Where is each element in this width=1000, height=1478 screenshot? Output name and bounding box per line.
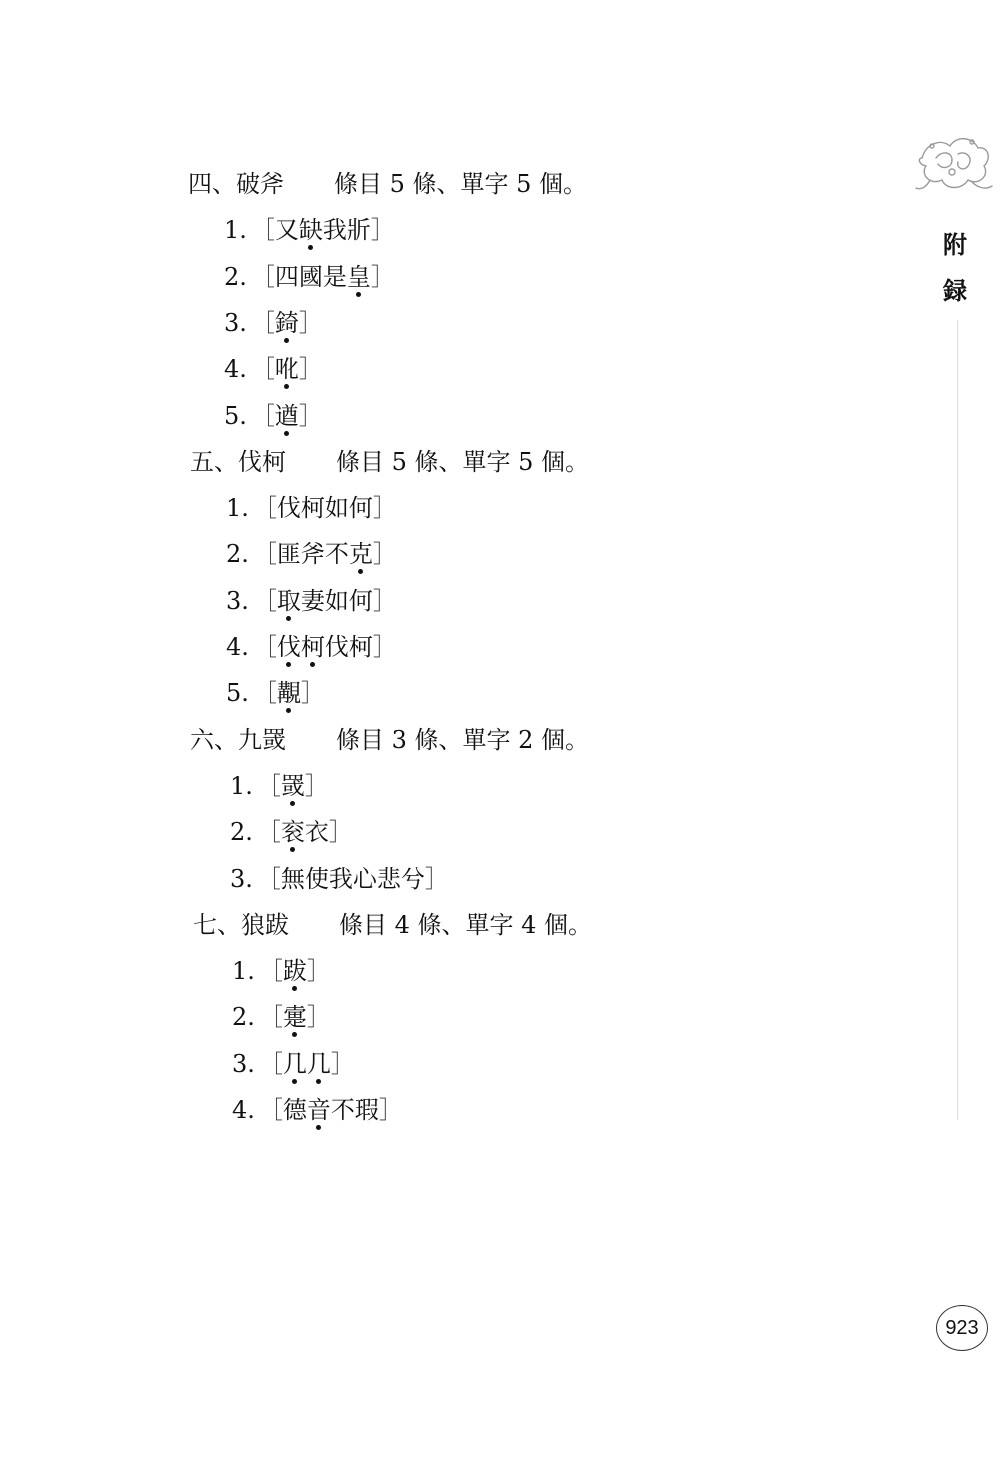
right-bracket: ］: [378, 1096, 403, 1124]
entry-text: [277, 679, 301, 707]
left-bracket: ［: [250, 308, 275, 337]
left-bracket: ［: [258, 1003, 283, 1032]
sidebar-title-char: 録: [943, 276, 967, 305]
entry-text: [283, 1003, 307, 1031]
right-bracket: ］: [298, 355, 323, 384]
emphasized-character: 取: [276, 586, 301, 615]
entry-text: [275, 309, 299, 337]
character: 德: [282, 1096, 307, 1124]
right-bracket: ］: [372, 586, 397, 615]
character: 四: [274, 262, 299, 291]
entry-item: [226, 677, 325, 709]
left-bracket: ［: [250, 401, 275, 430]
character: 我: [328, 864, 353, 893]
emphasized-character: 伐: [276, 633, 301, 661]
entry-number: 2.: [230, 818, 253, 847]
entry-text: [283, 957, 307, 985]
section-summary: 條目 5 條、單字 5 個。: [334, 170, 588, 198]
emphasized-character: 几: [306, 1049, 331, 1078]
entry-text: [283, 1096, 379, 1124]
sidebar-divider: [957, 320, 958, 1120]
character: 何: [348, 494, 373, 523]
entry-item: [230, 863, 449, 895]
right-bracket: ］: [424, 864, 449, 893]
entry-number: 1.: [224, 216, 247, 245]
character: 瑕: [354, 1096, 379, 1124]
entry-number: 2.: [232, 1003, 255, 1032]
left-bracket: ［: [256, 818, 281, 847]
section-heading: [190, 446, 589, 478]
entry-item: [232, 1001, 331, 1033]
entry-number: 3.: [232, 1049, 255, 1078]
appendix-sidebar-label: [940, 222, 970, 314]
right-bracket: ］: [300, 679, 325, 708]
character: 我: [322, 216, 347, 245]
left-bracket: ［: [252, 679, 277, 708]
right-bracket: ］: [370, 262, 395, 291]
entry-item: [232, 955, 331, 987]
character: 如: [324, 586, 349, 615]
left-bracket: ［: [258, 1049, 283, 1078]
right-bracket: ］: [372, 494, 397, 523]
entry-item: [232, 1048, 355, 1080]
section-heading: [193, 909, 592, 941]
emphasized-character: 覯: [276, 679, 301, 708]
entry-number: 2.: [226, 540, 249, 569]
entry-item: [226, 538, 397, 570]
left-bracket: ［: [258, 1096, 283, 1124]
entry-number: 5.: [226, 679, 249, 708]
emphasized-character: 缺: [298, 216, 323, 245]
entry-text: [277, 494, 373, 522]
entry-text: [275, 355, 299, 383]
character: 又: [274, 216, 299, 245]
emphasized-character: 柯: [300, 633, 325, 661]
sidebar-title-char: 附: [943, 230, 967, 259]
emphasized-character: 錡: [274, 308, 299, 337]
entry-item: [224, 353, 323, 385]
character: 柯: [348, 633, 373, 661]
left-bracket: ［: [252, 633, 277, 661]
entry-number: 3.: [226, 586, 249, 615]
character: 匪: [276, 540, 301, 569]
section-summary: 條目 3 條、單字 2 個。: [336, 725, 590, 754]
entry-item: [230, 770, 329, 802]
entry-number: 2.: [224, 262, 247, 291]
right-bracket: ］: [298, 308, 323, 337]
left-bracket: ［: [258, 957, 283, 986]
entry-number: 4.: [232, 1096, 255, 1124]
left-bracket: ［: [252, 586, 277, 615]
section-name: 六、九罭: [190, 725, 286, 754]
entry-text: [281, 818, 329, 846]
character: 心: [352, 864, 377, 893]
left-bracket: ［: [256, 864, 281, 893]
entry-item: [232, 1094, 403, 1126]
entry-number: 1.: [230, 771, 253, 800]
entry-number: 1.: [226, 494, 249, 523]
character: 使: [304, 864, 329, 893]
character: 斧: [300, 540, 325, 569]
entry-number: 3.: [230, 864, 253, 893]
character: 斨: [346, 216, 371, 245]
left-bracket: ［: [250, 355, 275, 384]
character: 國: [298, 262, 323, 291]
left-bracket: ［: [250, 216, 275, 245]
section-name: 四、破斧: [188, 170, 284, 198]
emphasized-character: 衮: [280, 818, 305, 847]
right-bracket: ］: [304, 771, 329, 800]
character: 不: [330, 1096, 355, 1124]
entry-item: [224, 307, 323, 339]
entry-number: 4.: [224, 355, 247, 384]
entry-item: [224, 400, 323, 432]
entry-text: [281, 865, 425, 893]
character: 柯: [300, 494, 325, 523]
page-number: 923: [936, 1305, 988, 1351]
character: 兮: [400, 864, 425, 893]
left-bracket: ［: [252, 540, 277, 569]
entry-number: 3.: [224, 308, 247, 337]
character: 何: [348, 586, 373, 615]
entry-text: [275, 216, 371, 244]
right-bracket: ］: [328, 818, 353, 847]
right-bracket: ］: [372, 633, 397, 661]
emphasized-character: 遒: [274, 401, 299, 430]
character: 無: [280, 864, 305, 893]
entry-number: 1.: [232, 957, 255, 986]
section-name: 七、狼跋: [193, 910, 289, 939]
entry-text: [277, 633, 373, 661]
entry-item: [224, 261, 395, 293]
entry-number: 5.: [224, 401, 247, 430]
section-summary: 條目 5 條、單字 5 個。: [336, 447, 590, 476]
emphasized-character: 皇: [346, 262, 371, 291]
character: 是: [322, 262, 347, 291]
emphasized-character: 罭: [280, 771, 305, 800]
emphasized-character: 克: [348, 540, 373, 569]
right-bracket: ］: [306, 1003, 331, 1032]
character: 伐: [324, 633, 349, 661]
entry-item: [226, 585, 397, 617]
right-bracket: ］: [298, 401, 323, 430]
entry-item: [230, 816, 353, 848]
section-summary: 條目 4 條、單字 4 個。: [339, 910, 593, 939]
entry-item: [226, 492, 397, 524]
left-bracket: ［: [250, 262, 275, 291]
emphasized-character: 几: [282, 1049, 307, 1078]
emphasized-character: 吪: [274, 355, 299, 384]
entry-item: [226, 631, 397, 663]
emphasized-character: 跋: [282, 957, 307, 986]
character: 伐: [276, 494, 301, 523]
left-bracket: ［: [252, 494, 277, 523]
character: 不: [324, 540, 349, 569]
character: 衣: [304, 818, 329, 847]
section-heading: [188, 168, 587, 200]
entry-text: [283, 1050, 331, 1078]
right-bracket: ］: [372, 540, 397, 569]
entry-text: [281, 772, 305, 800]
entry-item: [224, 214, 395, 246]
emphasized-character: 疐: [282, 1003, 307, 1032]
right-bracket: ］: [370, 216, 395, 245]
entry-number: 4.: [226, 633, 249, 661]
right-bracket: ］: [306, 957, 331, 986]
character: 如: [324, 494, 349, 523]
section-name: 五、伐柯: [190, 447, 286, 476]
right-bracket: ］: [330, 1049, 355, 1078]
entry-text: [277, 587, 373, 615]
section-heading: [190, 724, 589, 756]
entry-text: [275, 263, 371, 291]
character: 妻: [300, 586, 325, 615]
left-bracket: ［: [256, 771, 281, 800]
entry-text: [275, 402, 299, 430]
character: 悲: [376, 864, 401, 893]
floral-ornament-icon: [912, 128, 994, 196]
entry-text: [277, 540, 373, 568]
emphasized-character: 音: [306, 1096, 331, 1124]
